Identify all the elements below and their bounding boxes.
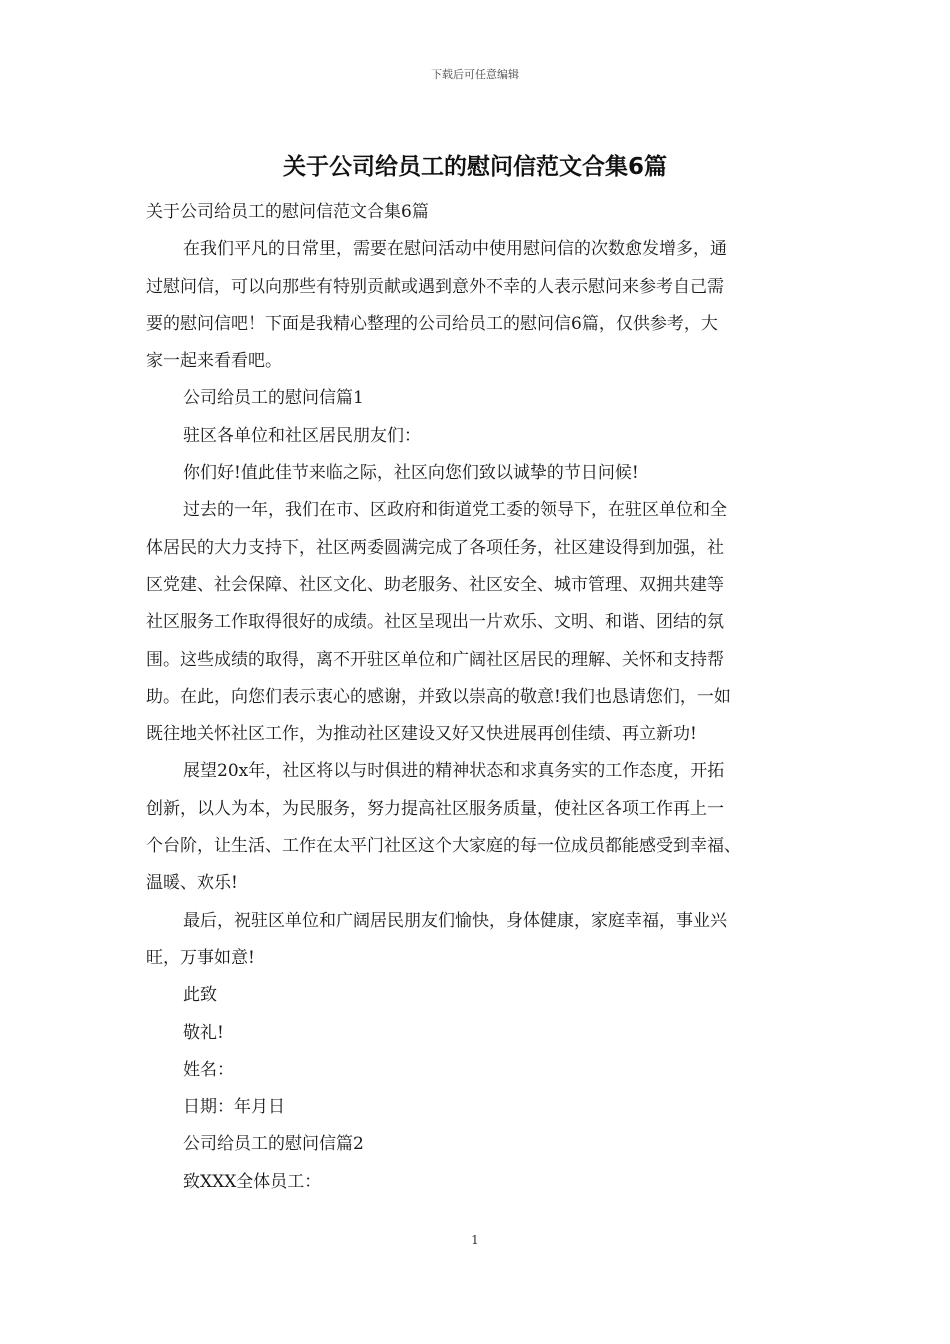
body-text-line: 敬礼! [183,1022,224,1043]
body-text-line: 过慰问信，可以向那些有特别贡献或遇到意外不幸的人表示慰问来参考自己需 [146,276,724,297]
body-text-line: 展望20x年，社区将以与时俱进的精神状态和求真务实的工作态度，开拓 [183,761,725,782]
body-text-line: 旺，万事如意! [146,947,255,968]
body-text-line: 创新，以人为本，为民服务，努力提高社区服务质量，使社区各项工作再上一 [146,798,724,819]
body-text-line: 家一起来看看吧。 [146,351,282,372]
body-text-line: 社区服务工作取得很好的成绩。社区呈现出一片欢乐、文明、和谐、团结的氛 [146,612,724,633]
body-text-line: 公司给员工的慰问信篇1 [183,388,364,409]
body-text-line: 致XXX全体员工： [183,1171,322,1192]
page-number: 1 [471,1233,479,1247]
body-text-line: 日期：年月日 [183,1097,285,1118]
body-text-line: 最后，祝驻区单位和广阔居民朋友们愉快，身体健康，家庭幸福，事业兴 [183,910,727,931]
body-text-line: 过去的一年，我们在市、区政府和街道党工委的领导下，在驻区单位和全 [183,500,727,521]
body-text-line: 助。在此，向您们表示衷心的感谢，并致以崇高的敬意!我们也恳请您们，一如 [146,686,731,707]
body-text-line: 围。这些成绩的取得，离不开驻区单位和广阔社区居民的理解、关怀和支持帮 [146,649,724,670]
body-text-line: 你们好!值此佳节来临之际，社区向您们致以诚挚的节日问候! [183,463,639,484]
body-text-line: 关于公司给员工的慰问信范文合集6篇 [146,202,429,222]
body-text-line: 温暖、欢乐! [146,873,238,894]
body-text-line: 此致 [183,985,217,1006]
body-text-line: 在我们平凡的日常里，需要在慰问活动中使用慰问信的次数愈发增多，通 [183,239,727,260]
body-text-line: 要的慰问信吧！下面是我精心整理的公司给员工的慰问信6篇，仅供参考，大 [146,313,718,334]
body-text-line: 公司给员工的慰问信篇2 [183,1134,364,1155]
body-text-line: 区党建、社会保障、社区文化、助老服务、社区安全、城市管理、双拥共建等 [146,574,724,595]
document-body [146,194,806,1201]
page-header-note: 下载后可任意编辑 [431,68,519,81]
body-text-line: 个台阶，让生活、工作在太平门社区这个大家庭的每一位成员都能感受到幸福、 [146,836,741,857]
body-text-line: 驻区各单位和社区居民朋友们： [183,425,421,446]
body-text-line: 姓名： [183,1059,234,1080]
body-text-line: 既往地关怀社区工作，为推动社区建设又好又快进展再创佳绩、再立新功! [146,724,697,745]
document-title: 关于公司给员工的慰问信范文合集6篇 [282,154,667,180]
body-text-line: 体居民的大力支持下，社区两委圆满完成了各项任务，社区建设得到加强，社 [146,537,724,558]
